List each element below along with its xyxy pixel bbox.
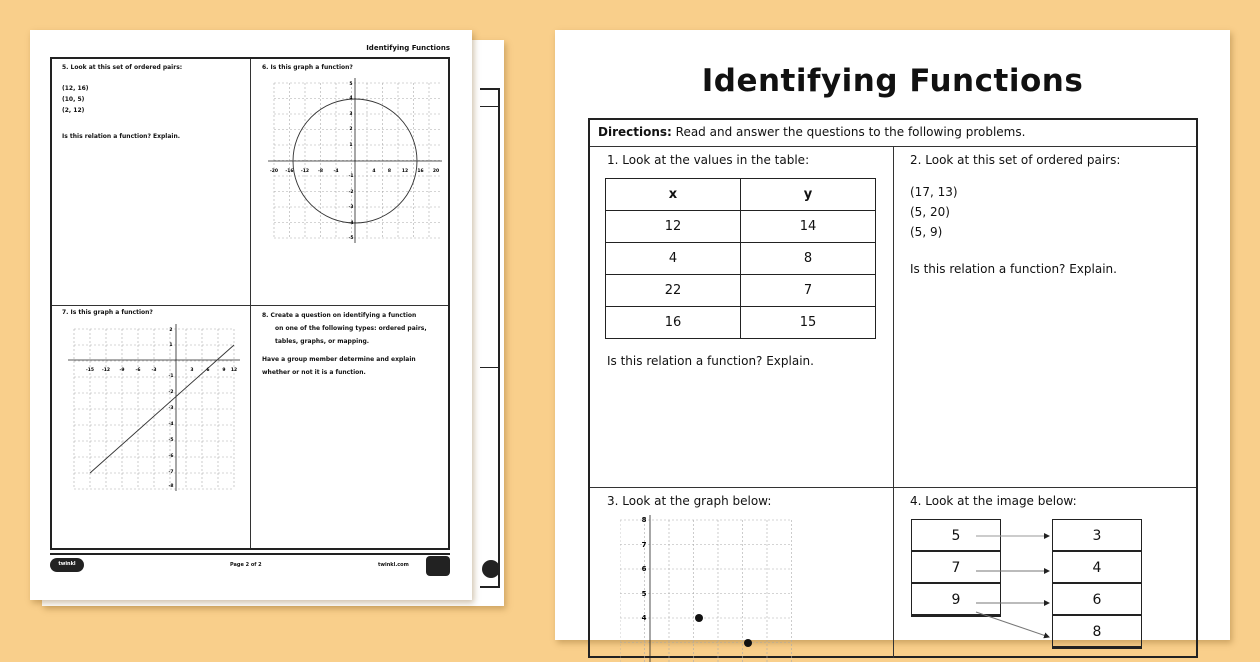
circle-graph bbox=[264, 77, 442, 245]
range-value: 4 bbox=[1053, 552, 1141, 584]
table-cell: 8 bbox=[741, 243, 876, 275]
footer-rule bbox=[50, 553, 450, 555]
tick-label: 9 bbox=[222, 368, 226, 373]
tick-label: 1 bbox=[349, 143, 353, 148]
q8-line: on one of the following types: ordered pairs, bbox=[275, 325, 427, 332]
table-cell: 16 bbox=[606, 307, 741, 339]
q6-prompt: 6. Is this graph a function? bbox=[262, 64, 353, 71]
q5-pairs bbox=[62, 83, 89, 116]
tick-label: 3 bbox=[190, 368, 194, 373]
table-row bbox=[606, 307, 876, 339]
tick-label: 4 bbox=[641, 614, 647, 622]
table-cell: 15 bbox=[741, 307, 876, 339]
page-title: Identifying Functions bbox=[701, 63, 1084, 99]
tick-label: -1 bbox=[348, 174, 354, 179]
q8-line: whether or not it is a function. bbox=[262, 369, 366, 376]
table-row bbox=[606, 275, 876, 307]
pair: (17, 13) bbox=[910, 185, 958, 199]
worksheet-page-2 bbox=[30, 30, 472, 600]
tick-label: -6 bbox=[168, 454, 174, 459]
q8-line: Have a group member determine and explain bbox=[262, 356, 416, 363]
q5-prompt: 5. Look at this set of ordered pairs: bbox=[62, 64, 183, 71]
directions-label: Directions: bbox=[598, 125, 672, 139]
table-cell: 22 bbox=[606, 275, 741, 307]
tick-label: 12 bbox=[401, 169, 409, 174]
twinkl-badge-icon bbox=[482, 560, 500, 578]
table-header-row bbox=[606, 179, 876, 211]
q5-question: Is this relation a function? Explain. bbox=[62, 133, 181, 140]
q8-line: tables, graphs, or mapping. bbox=[275, 338, 370, 345]
tick-label: -8 bbox=[168, 484, 174, 489]
divider bbox=[52, 305, 448, 306]
line-graph bbox=[64, 321, 244, 491]
tick-label: -2 bbox=[348, 190, 354, 195]
q2-prompt: 2. Look at this set of ordered pairs: bbox=[910, 153, 1121, 167]
divider bbox=[590, 487, 1196, 488]
divider bbox=[893, 146, 894, 658]
tick-label: -6 bbox=[135, 368, 141, 373]
table-cell: 12 bbox=[606, 211, 741, 243]
data-point bbox=[695, 614, 703, 622]
tick-label: -5 bbox=[168, 438, 174, 443]
mapping-arrows bbox=[970, 519, 1070, 659]
tick-label: -15 bbox=[85, 368, 95, 373]
tick-label: 8 bbox=[641, 516, 647, 524]
back-page-frame bbox=[480, 88, 500, 588]
question-grid bbox=[50, 57, 450, 550]
twinkl-badge-icon bbox=[426, 556, 450, 576]
range-value: 8 bbox=[1053, 616, 1141, 648]
page-header: Identifying Functions bbox=[366, 44, 450, 52]
q1-question: Is this relation a function? Explain. bbox=[607, 354, 814, 368]
pair: (5, 20) bbox=[910, 205, 950, 219]
pair: (10, 5) bbox=[62, 96, 85, 103]
tick-label: -2 bbox=[168, 390, 174, 395]
pair: (5, 9) bbox=[910, 225, 943, 239]
tick-label: 16 bbox=[417, 169, 424, 174]
tick-label: -4 bbox=[168, 422, 174, 427]
tick-label: 2 bbox=[169, 328, 173, 333]
tick-label: -1 bbox=[168, 374, 174, 379]
tick-label: -8 bbox=[318, 169, 323, 174]
tick-label: -3 bbox=[348, 205, 354, 210]
point-graph bbox=[620, 512, 810, 662]
tick-label: 1 bbox=[169, 343, 173, 348]
q7-prompt: 7. Is this graph a function? bbox=[62, 309, 153, 316]
tick-label: -4 bbox=[333, 169, 339, 174]
tick-label: -20 bbox=[269, 169, 279, 174]
tick-label: -12 bbox=[300, 169, 310, 174]
tick-label: -5 bbox=[348, 236, 354, 241]
tick-label: 8 bbox=[387, 169, 392, 174]
arrow bbox=[976, 612, 1049, 637]
data-point bbox=[744, 639, 752, 647]
column-header: y bbox=[741, 179, 876, 211]
q3-prompt: 3. Look at the graph below: bbox=[607, 494, 772, 508]
tick-label: -16 bbox=[285, 169, 294, 174]
q1-values-table bbox=[605, 178, 876, 339]
pair: (2, 12) bbox=[62, 107, 85, 114]
worksheet-page-1 bbox=[555, 30, 1230, 640]
table-cell: 7 bbox=[741, 275, 876, 307]
divider bbox=[480, 106, 500, 107]
tick-label: 20 bbox=[432, 169, 440, 174]
tick-label: -12 bbox=[101, 368, 111, 373]
directions-text: Read and answer the questions to the following problems. bbox=[671, 125, 1026, 139]
twinkl-logo: twinkl bbox=[50, 558, 84, 572]
q8-text bbox=[262, 309, 427, 379]
table-cell: 14 bbox=[741, 211, 876, 243]
tick-label: 6 bbox=[206, 368, 210, 373]
table-cell: 4 bbox=[606, 243, 741, 275]
directions bbox=[598, 125, 1025, 139]
range-value: 6 bbox=[1053, 584, 1141, 616]
table-row bbox=[606, 243, 876, 275]
tick-label: 4 bbox=[349, 96, 353, 101]
range-value: 3 bbox=[1053, 520, 1141, 552]
tick-label: 5 bbox=[349, 82, 353, 87]
domain-value: 7 bbox=[912, 552, 1000, 584]
q1-prompt: 1. Look at the values in the table: bbox=[607, 153, 810, 167]
question-grid bbox=[588, 118, 1198, 658]
divider bbox=[480, 367, 500, 368]
tick-label: 3 bbox=[349, 112, 353, 117]
pair: (12, 16) bbox=[62, 85, 89, 92]
tick-label: 5 bbox=[641, 590, 647, 598]
tick-label: -3 bbox=[151, 368, 157, 373]
tick-label: -7 bbox=[168, 470, 174, 475]
tick-label: 12 bbox=[230, 368, 238, 373]
tick-label: -9 bbox=[119, 368, 125, 373]
domain-value: 5 bbox=[912, 520, 1000, 552]
tick-label: -3 bbox=[168, 406, 174, 411]
table-row bbox=[606, 211, 876, 243]
tick-label: 2 bbox=[349, 127, 353, 132]
divider bbox=[250, 59, 251, 548]
column-header: x bbox=[606, 179, 741, 211]
q2-question: Is this relation a function? Explain. bbox=[910, 262, 1117, 276]
tick-label: -4 bbox=[348, 221, 354, 226]
q2-pairs bbox=[910, 182, 958, 242]
tick-label: 6 bbox=[641, 565, 647, 573]
q4-prompt: 4. Look at the image below: bbox=[910, 494, 1077, 508]
page-number: Page 2 of 2 bbox=[230, 562, 262, 568]
tick-label: 4 bbox=[372, 169, 376, 174]
site-link[interactable]: twinkl.com bbox=[378, 562, 409, 568]
q8-line: 8. Create a question on identifying a function bbox=[262, 312, 417, 319]
tick-label: 7 bbox=[641, 541, 647, 549]
domain-value: 9 bbox=[912, 584, 1000, 616]
